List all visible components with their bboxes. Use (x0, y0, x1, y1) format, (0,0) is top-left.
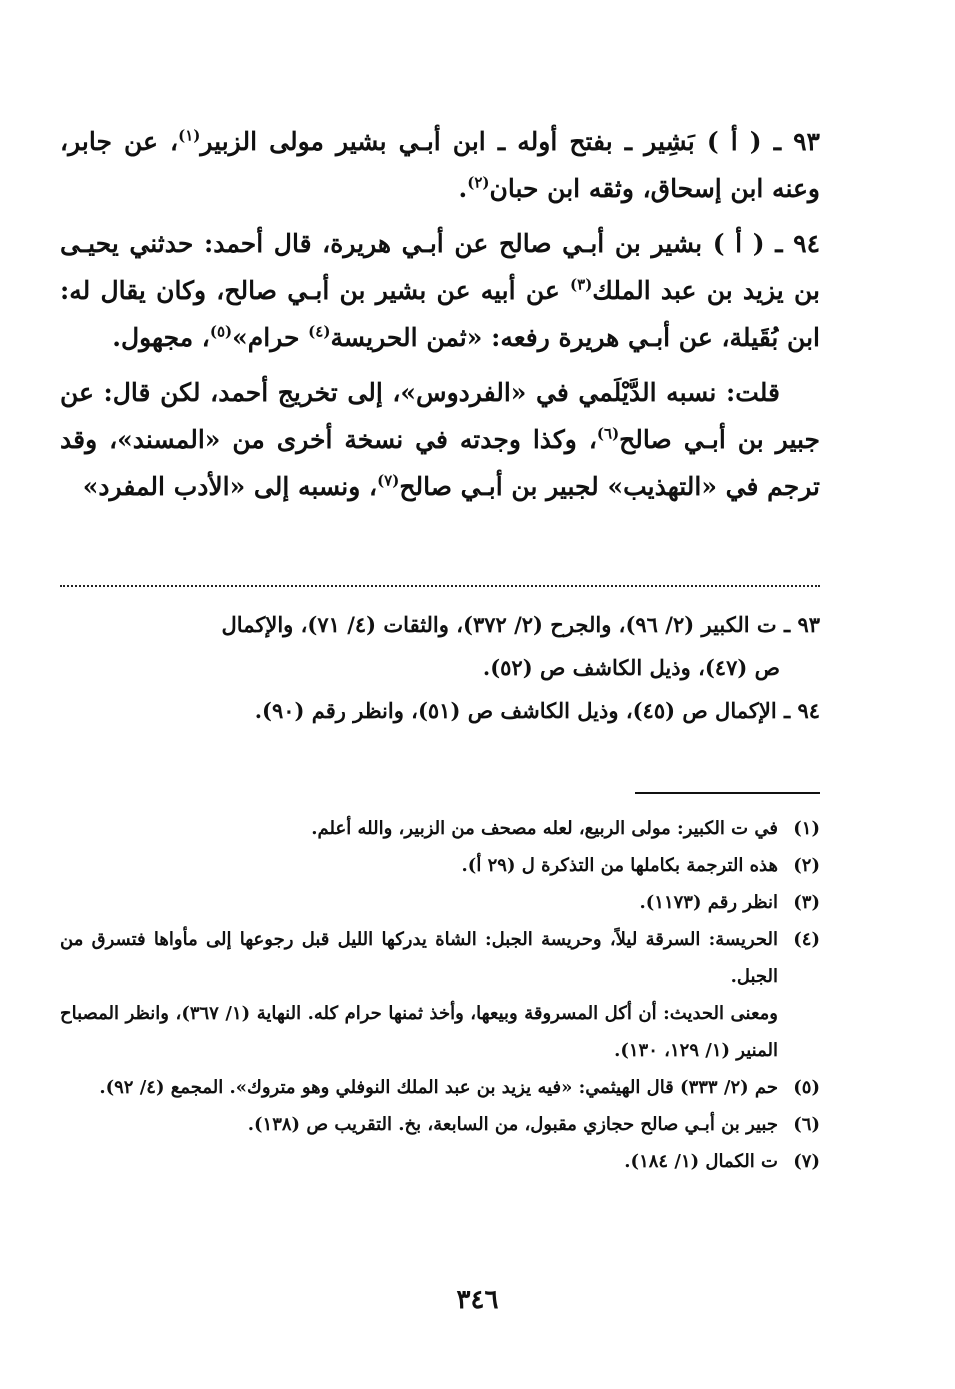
footnote-text: في ت الكبير: مولى الربيع، لعله مصحف من الزبير، والله أعلم. (311, 818, 778, 839)
footnote-text: الحريسة: السرقة ليلاً، وحريسة الجبل: الشاة يدركها الليل قبل رجوعها إلى مأواها فتسرق من الجبل. (60, 929, 779, 987)
footnote-ref-5: (٥) (209, 322, 233, 341)
note-text-b: ، وكذا وجدته في نسخة أخرى من «المسند»، وقد ترجم في «التهذيب» لجبير بن أبـي صالح (60, 425, 820, 501)
footnote-number: (٥) (793, 1077, 820, 1098)
footnote-text: هذه الترجمة بكاملها من التذكرة ل (٢٩ أ). (461, 855, 778, 876)
main-text (60, 118, 820, 518)
entry-94-text-d: ، مجهول. (112, 323, 210, 352)
editor-note (60, 369, 820, 510)
footnote-ref-1: (١) (178, 126, 201, 145)
footnote-ref-4: (٤) (308, 322, 331, 341)
source-line: ٩٤ ـ الإكمال ص (٤٥)، وذيل الكاشف ص (٥١)، وانظر رقم (٩٠). (254, 698, 820, 723)
entry-93 (60, 118, 820, 212)
source-line: ص (٤٧)، وذيل الكاشف ص (٥٢). (482, 655, 780, 680)
note-text-a: قلت: نسبه الدَّيْلَمي في «الفردوس»، إلى تخريج أحمد، لكن قال: عن جبير بن أبـي صالح (60, 378, 820, 454)
entry-93-text-c: . (458, 174, 468, 203)
source-line: ٩٣ ـ ت الكبير (٢/ ٩٦)، والجرح (٢/ ٣٧٢)، والثقات (٤/ ٧١)، والإكمال (221, 612, 820, 637)
footnote-2 (60, 847, 820, 884)
footnote-7 (60, 1143, 820, 1180)
footnote-text: انظر رقم (١١٧٣). (639, 892, 778, 913)
footnote-number: (٧) (793, 1151, 820, 1172)
entry-94-text-a: ٩٤ ـ ( أ ) بشير بن أبـي صالح عن أبـي هريرة، قال أحمد: حدثني يحيـى بن يزيد بن عبد الملك (60, 229, 820, 305)
footnote-ref-2: (٢) (467, 173, 490, 192)
footnote-ref-6: (٦) (596, 424, 620, 443)
footnote-6 (60, 1106, 820, 1143)
footnote-4 (60, 921, 820, 1069)
dotted-separator (60, 585, 820, 587)
footnote-number: (٢) (793, 855, 820, 876)
entry-94-text-b: عن أبيه عن بشير بن أبـي صالح، وكان يقال له: ابن بُقَيلة، عن أبـي هريرة رفعه: «ثمن الحريسة (60, 276, 820, 352)
page-number: ٣٤٦ (456, 1285, 499, 1315)
footnote-5 (60, 1069, 820, 1106)
footnote-text: ت الكمال (١/ ١٨٤). (624, 1151, 778, 1172)
footnote-number: (٦) (793, 1114, 820, 1135)
footnotes (60, 810, 820, 1180)
note-text-c: ، ونسبه إلى «الأدب المفرد» (82, 472, 378, 501)
footnote-ref-3: (٣) (570, 275, 593, 294)
footnote-number: (١) (793, 818, 820, 839)
sources-block (60, 603, 820, 732)
footnote-text: جبير بن أبـي صالح حجازي مقبول، من السابعة، بخ. التقريب ص (١٣٨). (247, 1114, 778, 1135)
footnote-3 (60, 884, 820, 921)
entry-93-text-b: ، عن جابر، وعنه ابن إسحاق، وثقه ابن حبان (60, 127, 820, 203)
footnote-rule (635, 792, 820, 794)
footnote-number: (٤) (793, 929, 820, 950)
footnote-text: ومعنى الحديث: أن أكل المسروقة وبيعها، وأخذ ثمنها حرام كله. النهاية (١/ ٣٦٧)، وانظر المصباح المنير (١/ ١٢٩، ١٣٠). (60, 1003, 778, 1061)
footnote-ref-7: (٧) (377, 471, 400, 490)
footnote-number: (٣) (793, 892, 820, 913)
entry-94 (60, 220, 820, 361)
entry-93-text-a: ٩٣ ـ ( أ ) بَشِير ـ بفتح أوله ـ ابن أبـي بشير مولى الزبير (200, 127, 820, 156)
footnote-text: حم (٢/ ٣٣٣) قال الهيثمي: «فيه يزيد بن عبد الملك النوفلي وهو متروك». المجمع (٤/ ٩٢). (99, 1077, 778, 1098)
entry-94-text-c: حرام» (232, 323, 309, 352)
footnote-1 (60, 810, 820, 847)
